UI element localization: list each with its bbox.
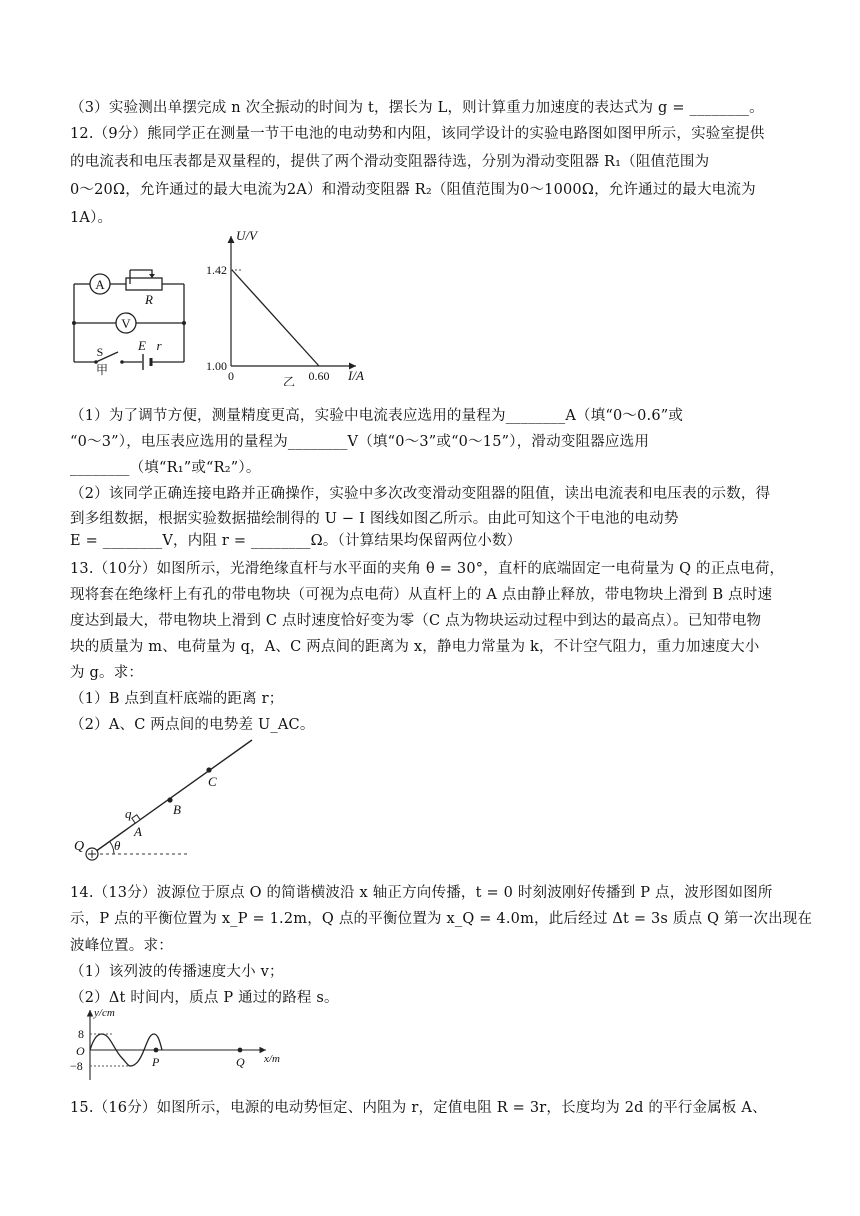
charge-Q-label: Q [74,839,85,854]
text-line: 波峰位置。求： [70,938,173,954]
x-axis-label: I/A [348,368,364,383]
wave-x-axis-label: x/m [264,1053,280,1065]
y-tick-top: 1.42 [206,263,227,277]
charged-block [132,815,140,823]
ui-graph-yi [196,226,386,386]
text-line: E = ________V，内阻 r = ________Ω。（计算结果均保留两位小数） [70,533,522,549]
text-line: 为 g。求： [70,665,144,681]
voltmeter-label: V [121,316,131,331]
rheostat-label: R [145,292,153,307]
point-p-label: P [152,1055,160,1069]
text-line: 0～20Ω，允许通过的最大电流为2A）和滑动变阻器 R₂（阻值范围为0～1000Ω，允许通过的最大电流为 [70,182,756,198]
text-line: 到多组数据，根据实验数据描绘制得的 U − I 图线如图乙所示。由此可知这个干电池的电动势 [70,511,679,527]
text-line: “0～3”），电压表应选用的量程为________V（填“0～3”或“0～15”），滑动变阻器应选用 [70,434,650,450]
text-line: 1A）。 [70,210,113,226]
ammeter-label: A [95,277,105,292]
emf-label: E [138,338,146,353]
point-p [154,1048,159,1053]
y-axis-label: U/V [236,228,257,243]
text-line: （2）该同学正确连接电路并正确操作，实验中多次改变滑动变阻器的阻值，读出电流表和电压表的示数，得 [70,486,771,502]
incline-rod-diagram [70,736,270,866]
figure-caption-jia: 甲 [95,363,109,376]
text-line: （1）为了调节方便，测量精度更高，实验中电流表应选用的量程为________A（填“0～0.6”或 [70,408,684,424]
amplitude-positive-label: 8 [78,1027,84,1041]
text-line: 度达到最大，带电物块上滑到 C 点时速度恰好变为零（C 点为物块运动过程中到达的最高点）。已知带电物 [70,613,762,629]
y-tick-bottom: 1.00 [206,359,227,373]
text-line: （1）B 点到直杆底端的距离 r； [70,691,284,707]
point-a-label: A [134,824,142,839]
text-line: （1）该列波的传播速度大小 v； [70,964,284,980]
text-line: 现将套在绝缘杆上有孔的带电物块（可视为点电荷）从直杆上的 A 点由静止释放，带电物块上滑到 B 点时速 [70,587,773,603]
text-line: （2）A、C 两点间的电势差 U_AC。 [70,717,315,733]
point-b [167,797,172,802]
x-origin-label: 0 [228,369,234,383]
switch-label: S [96,345,104,359]
point-q [238,1048,243,1053]
text-line: （2）Δt 时间内，质点 P 通过的路程 s。 [70,990,339,1006]
wave-origin-label: O [76,1044,85,1058]
text-line: 的电流表和电压表都是双量程的，提供了两个滑动变阻器待选，分别为滑动变阻器 R₁（阻值范围为 [70,154,710,170]
charge-q-label: q [125,806,132,821]
text-line: ________（填“R₁”或“R₂”）。 [70,460,261,476]
point-b-label: B [173,802,181,817]
wave-y-axis-label: y/cm [94,1007,115,1019]
circuit-diagram-jia [66,264,196,376]
text-line: 示，P 点的平衡位置为 x_P = 1.2m，Q 点的平衡位置为 x_Q = 4.0m，此后经过 Δt = 3s 质点 Q 第一次出现在 [70,911,813,927]
text-line: 15.（16分）如图所示，电源的电动势恒定、内阻为 r，定值电阻 R = 3r，长度均为 2d 的平行金属板 A、 [70,1100,767,1116]
wave-diagram [70,1004,290,1084]
text-line: 块的质量为 m、电荷量为 q，A、C 两点间的距离为 x，静电力常量为 k，不计空气阻力，重力加速度大小 [70,639,760,655]
internal-resistance-label: r [156,338,162,353]
text-line: （3）实验测出单摆完成 n 次全振动的时间为 t，摆长为 L，则计算重力加速度的表达式为 g = ________。 [70,100,764,116]
point-c [206,767,211,772]
text-line: 12.（9分）熊同学正在测量一节干电池的电动势和内阻，该同学设计的实验电路图如图甲所示，实验室提供 [70,126,765,142]
point-q-label: Q [236,1055,245,1069]
text-line: 14.（13分）波源位于原点 O 的简谐横波沿 x 轴正方向传播，t = 0 时刻波刚好传播到 P 点，波形图如图所 [70,885,773,901]
angle-theta-label: θ [114,838,121,853]
text-line: 13.（10分）如图所示，光滑绝缘直杆与水平面的夹角 θ = 30°，直杆的底端固定一电荷量为 Q 的正点电荷， [70,561,785,577]
x-tick: 0.60 [308,369,330,383]
amplitude-negative-label: −8 [70,1059,83,1073]
ui-graph-line [232,270,319,366]
point-c-label: C [208,774,217,789]
figure-caption-yi: 乙 [282,375,296,386]
